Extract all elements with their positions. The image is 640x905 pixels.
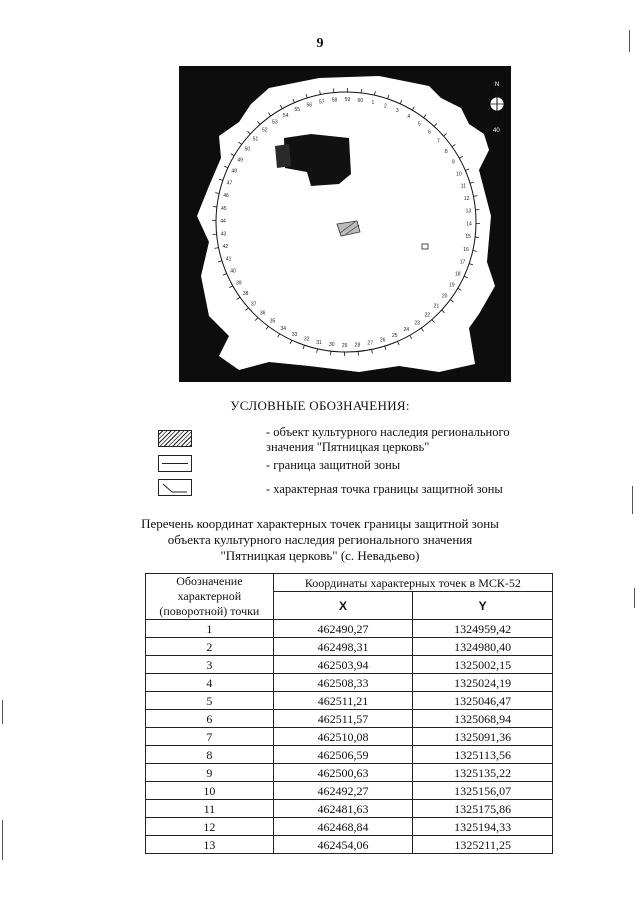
boundary-point-label: 51: [252, 136, 259, 143]
list-title-line: объекта культурного наследия регионального значения: [167, 532, 473, 547]
boundary-point-label: 1: [371, 99, 375, 106]
coordinates-header: Координаты характерных точек в МСК-52: [273, 574, 552, 592]
building-shadow: [275, 144, 291, 168]
boundary-point-label: 46: [223, 193, 229, 200]
boundary-point-label: 28: [354, 342, 361, 349]
boundary-point-label: 57: [319, 99, 325, 106]
x-cell: 462503,94: [273, 656, 413, 674]
boundary-point-label: 40: [230, 268, 236, 275]
boundary-point-label: 58: [331, 97, 338, 104]
point-cell: 7: [146, 728, 274, 746]
table-row: [146, 746, 553, 764]
x-cell: 462511,21: [273, 692, 413, 710]
x-cell: 462481,63: [273, 800, 413, 818]
list-title-line: "Пятницкая церковь" (с. Невадьево): [220, 548, 420, 563]
legend-heritage-object: - объект культурного наследия регионального значения "Пятницкая церковь": [266, 425, 510, 454]
x-cell: 462492,27: [273, 782, 413, 800]
boundary-point-label: 32: [303, 336, 310, 343]
edge-mark: [629, 30, 630, 52]
coordinates-table: [145, 573, 553, 854]
y-cell: 1325113,56: [413, 746, 553, 764]
zone-boundary-symbol: [158, 455, 192, 472]
boundary-point-label: 42: [222, 244, 229, 251]
y-cell: 1325194,33: [413, 818, 553, 836]
y-cell: 1325024,19: [413, 674, 553, 692]
x-cell: 462468,84: [273, 818, 413, 836]
point-cell: 5: [146, 692, 274, 710]
table-row: [146, 620, 553, 638]
boundary-point-label: 39: [236, 280, 242, 287]
boundary-point-label: 13: [465, 208, 472, 215]
y-cell: 1325002,15: [413, 656, 553, 674]
boundary-point-label: 47: [226, 180, 233, 187]
y-cell: 1324959,42: [413, 620, 553, 638]
point-cell: 3: [146, 656, 274, 674]
boundary-point-label: 7: [436, 138, 440, 145]
y-cell: 1325068,94: [413, 710, 553, 728]
boundary-point-label: 19: [449, 282, 455, 289]
boundary-point-label: 31: [316, 340, 322, 347]
x-cell: 462490,27: [273, 620, 413, 638]
boundary-point-label: 8: [444, 148, 448, 155]
boundary-point-label: 41: [225, 256, 232, 263]
boundary-point-label: 20: [441, 293, 448, 300]
boundary-point-label: 17: [459, 259, 466, 266]
boundary-point-label: 26: [379, 337, 386, 344]
x-cell: 462498,31: [273, 638, 413, 656]
point-cell: 11: [146, 800, 274, 818]
edge-mark: [632, 486, 633, 514]
y-cell: 1325211,25: [413, 836, 553, 854]
boundary-point-label: 60: [357, 97, 364, 104]
list-title-line: Перечень координат характерных точек границы защитной зоны: [141, 516, 499, 531]
boundary-point-label: 15: [465, 234, 471, 241]
point-cell: 2: [146, 638, 274, 656]
boundary-point-label: 56: [306, 102, 313, 109]
boundary-point-label: 53: [272, 119, 278, 126]
heritage-object-symbol: [158, 430, 192, 447]
boundary-point-label: 44: [220, 218, 226, 225]
boundary-point-label: 29: [341, 342, 348, 349]
boundary-point-label: 54: [282, 112, 289, 119]
designation-header: Обозначение характерной (поворотной) точки: [146, 574, 274, 620]
boundary-point-label: 50: [244, 146, 251, 153]
boundary-point-label: 14: [466, 221, 472, 228]
boundary-point-symbol: [158, 479, 192, 496]
boundary-point-label: 27: [367, 340, 373, 347]
x-cell: 462508,33: [273, 674, 413, 692]
zone-boundary-line: [162, 463, 188, 464]
x-cell: 462500,63: [273, 764, 413, 782]
boundary-point-label: 43: [220, 231, 227, 238]
protection-zone-map: [179, 66, 511, 382]
boundary-point-label: 2: [383, 103, 387, 110]
table-row: [146, 728, 553, 746]
table-row: [146, 638, 553, 656]
x-cell: 462510,08: [273, 728, 413, 746]
x-cell: 462511,57: [273, 710, 413, 728]
boundary-point-label: 3: [395, 108, 399, 115]
boundary-point-label: 16: [463, 246, 469, 253]
y-cell: 1324980,40: [413, 638, 553, 656]
boundary-point-label: 12: [463, 195, 470, 202]
point-cell: 1: [146, 620, 274, 638]
point-cell: 9: [146, 764, 274, 782]
table-row: [146, 818, 553, 836]
point-cell: 12: [146, 818, 274, 836]
boundary-point-label: 30: [328, 342, 335, 349]
boundary-point-label: 6: [427, 129, 431, 136]
table-row: [146, 656, 553, 674]
point-cell: 10: [146, 782, 274, 800]
y-cell: 1325091,36: [413, 728, 553, 746]
boundary-point-label: 25: [391, 332, 398, 339]
boundary-point-label: 52: [261, 127, 268, 134]
boundary-point-label: 36: [259, 310, 266, 317]
table-row: [146, 674, 553, 692]
boundary-point-label: 38: [242, 291, 249, 298]
y-header: Y: [413, 592, 553, 620]
scale-mark: 40: [493, 128, 500, 134]
boundary-point-label: 59: [344, 97, 351, 104]
table-row: [146, 692, 553, 710]
table-row: [146, 710, 553, 728]
boundary-point-label: 33: [291, 331, 298, 338]
x-cell: 462454,06: [273, 836, 413, 854]
table-row: [146, 836, 553, 854]
north-arrow-label: N: [494, 82, 500, 88]
legend-title: УСЛОВНЫЕ ОБОЗНАЧЕНИЯ:: [230, 398, 410, 413]
boundary-point-label: 48: [231, 168, 237, 175]
x-header: X: [273, 592, 413, 620]
boundary-point-label: 18: [455, 271, 461, 278]
boundary-point-label: 10: [456, 171, 462, 178]
legend-zone-boundary: - граница защитной зоны: [266, 458, 401, 472]
boundary-point-label: 49: [237, 157, 243, 164]
boundary-point-label: 22: [424, 312, 431, 319]
edge-mark: [2, 700, 3, 724]
legend-boundary-point: - характерная точка границы защитной зоны: [266, 482, 503, 496]
point-cell: 13: [146, 836, 274, 854]
boundary-point-label: 37: [250, 301, 257, 308]
boundary-point-label: 24: [403, 327, 410, 334]
table-row: [146, 782, 553, 800]
boundary-point-label: 21: [433, 303, 440, 310]
y-cell: 1325135,22: [413, 764, 553, 782]
boundary-point-label: 35: [269, 318, 276, 325]
x-cell: 462506,59: [273, 746, 413, 764]
table-row: [146, 764, 553, 782]
table-row: [146, 800, 553, 818]
boundary-point-label: 5: [418, 121, 421, 128]
y-cell: 1325156,07: [413, 782, 553, 800]
coordinates-list-title: [0, 516, 640, 564]
boundary-point-label: 55: [294, 107, 301, 114]
boundary-point-label: 9: [451, 159, 455, 166]
map-canvas: [179, 66, 511, 382]
boundary-point-tick-icon: [159, 480, 191, 495]
page-number: 9: [316, 36, 324, 51]
boundary-point-label: 34: [280, 325, 287, 332]
boundary-point-label: 45: [221, 205, 227, 212]
edge-mark: [634, 588, 635, 608]
point-cell: 8: [146, 746, 274, 764]
point-cell: 4: [146, 674, 274, 692]
boundary-point-label: 4: [407, 114, 411, 121]
y-cell: 1325175,86: [413, 800, 553, 818]
point-cell: 6: [146, 710, 274, 728]
boundary-point-label: 11: [460, 183, 467, 190]
edge-mark: [2, 820, 3, 860]
y-cell: 1325046,47: [413, 692, 553, 710]
boundary-point-label: 23: [414, 320, 420, 327]
